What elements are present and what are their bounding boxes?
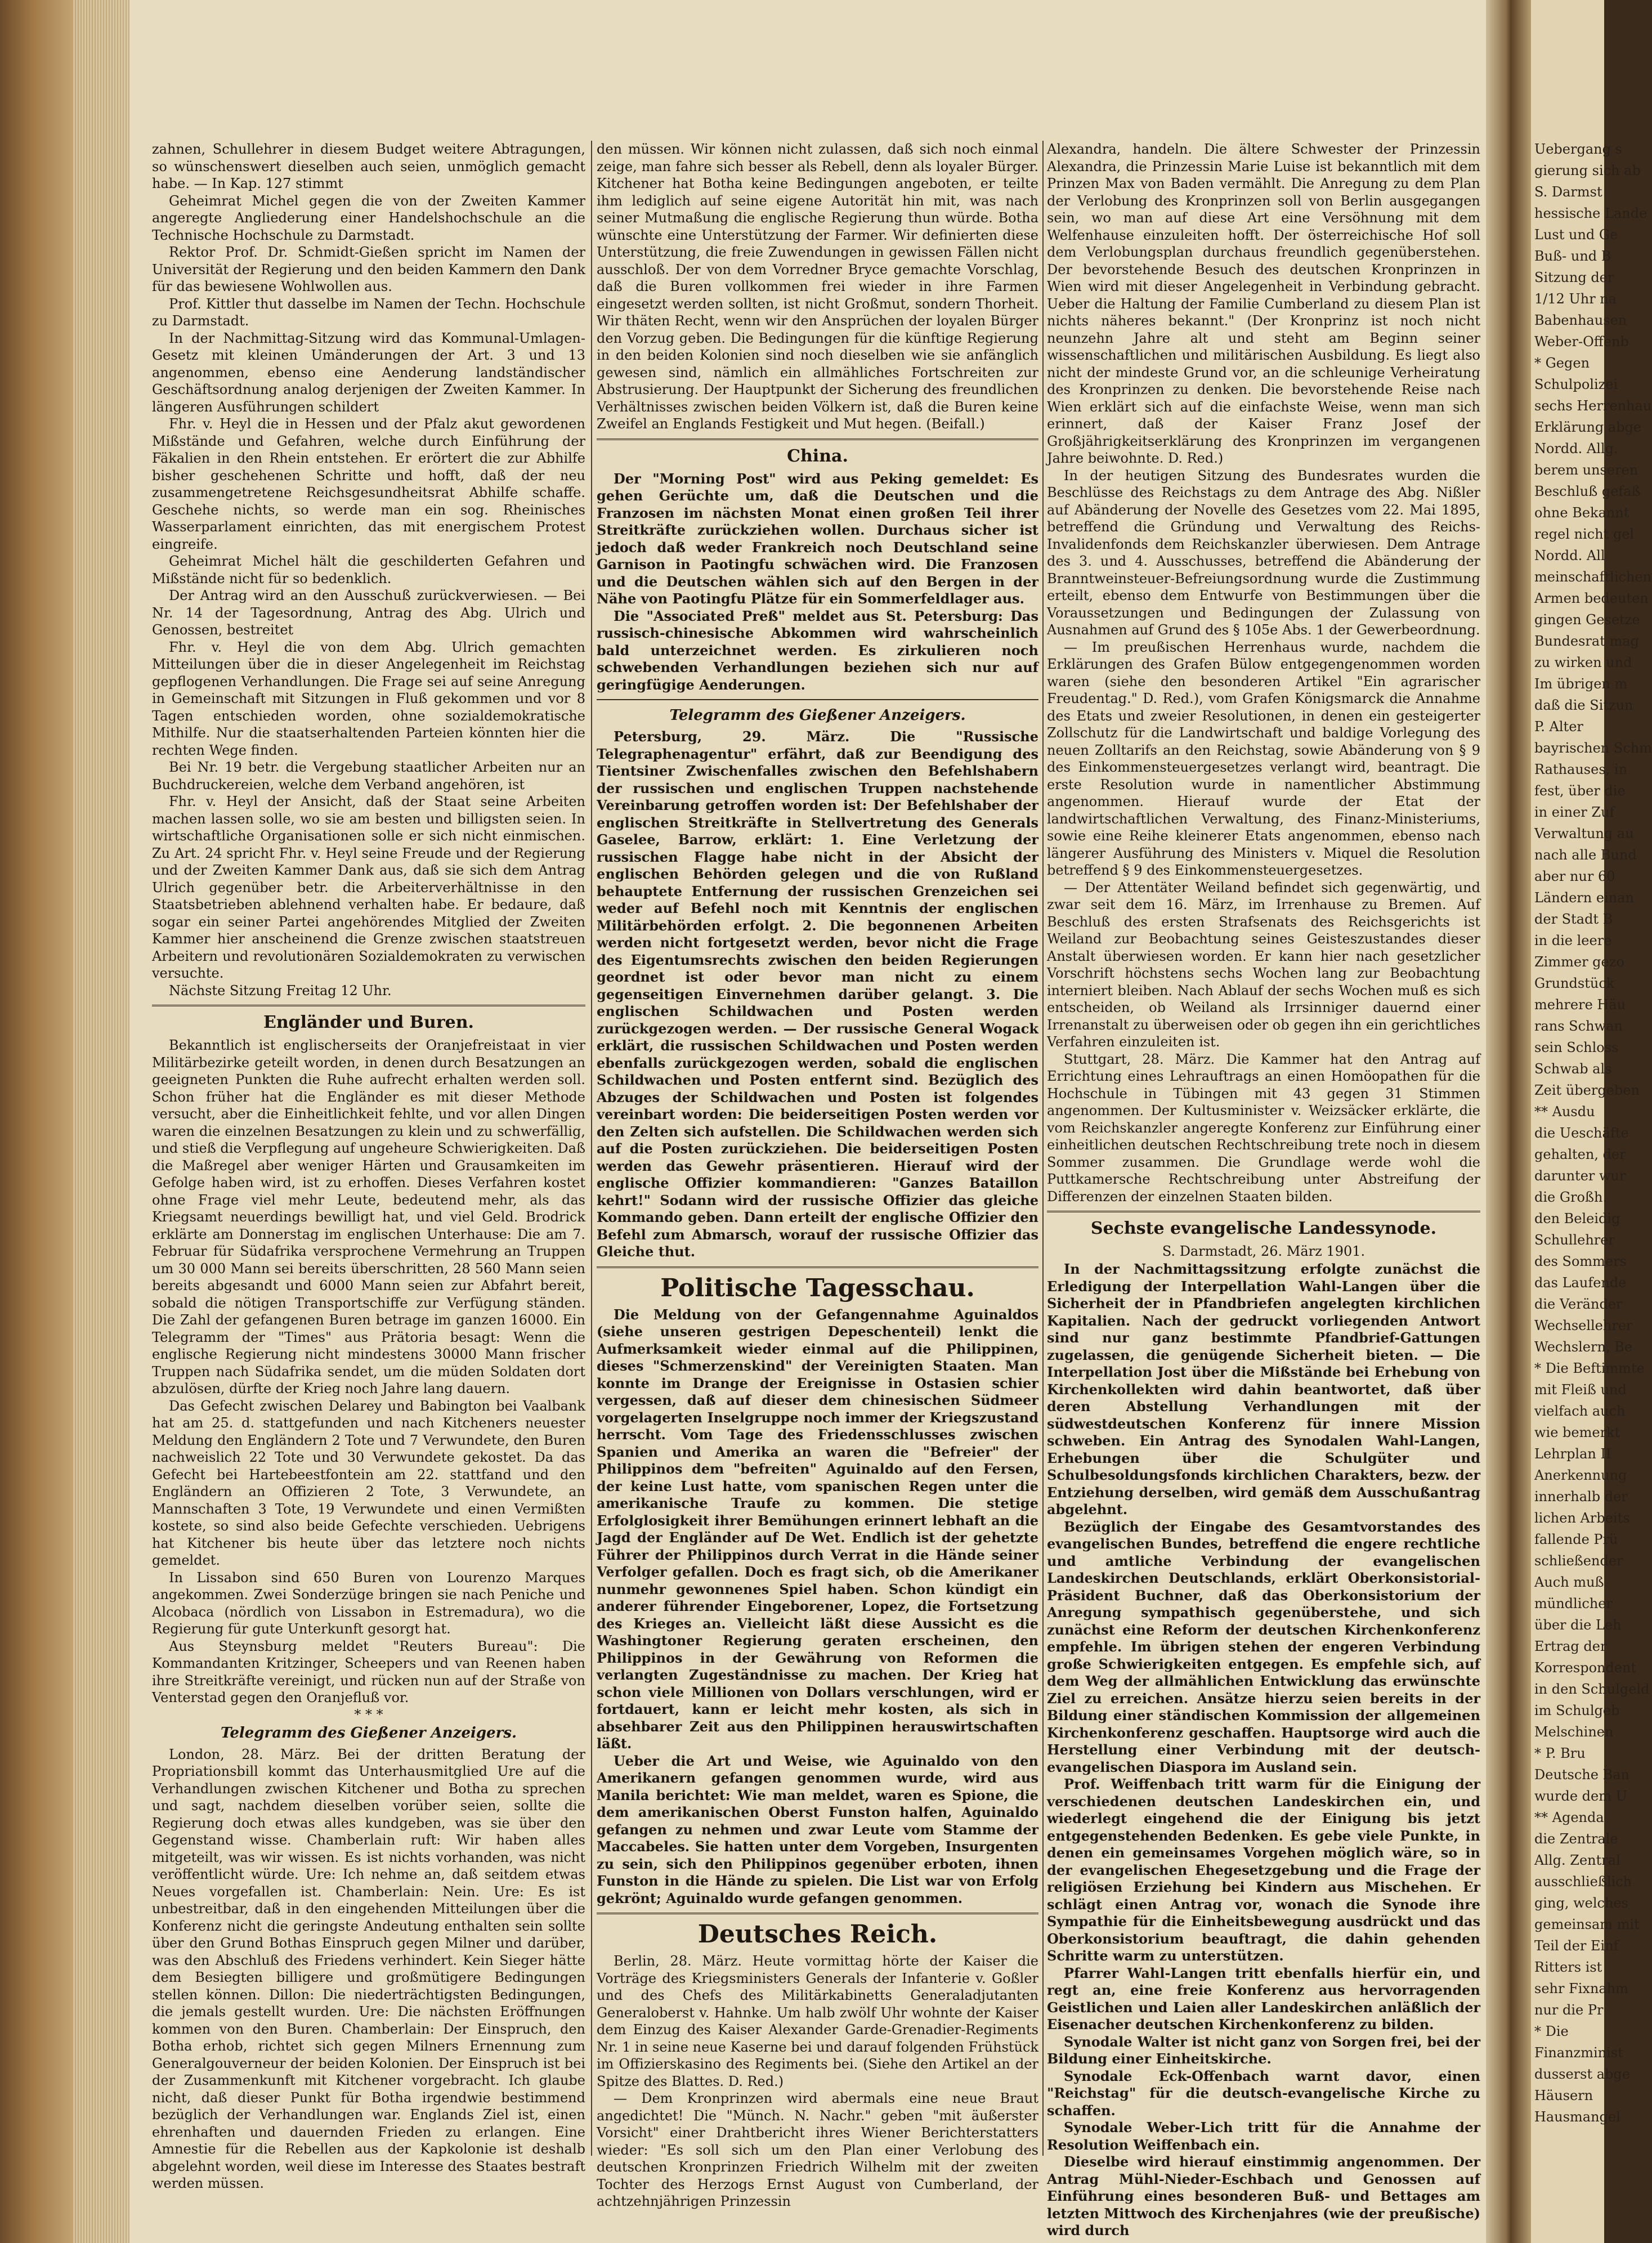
facing-page-line: Lust und Ge xyxy=(1534,227,1618,243)
facing-page-line: fallende Prü xyxy=(1534,1532,1618,1547)
section-rule xyxy=(597,1266,1038,1268)
facing-page-line: Uebergang s xyxy=(1534,141,1622,157)
facing-page-line: Zimmer gezo xyxy=(1534,954,1624,970)
facing-page-line: Weber-Offenb xyxy=(1534,334,1629,350)
paragraph: In der heutigen Sitzung des Bundesrates wurden die Beschlüsse des Reichstags zu dem Antrage des Abg. Nißler auf Abänderung der Novelle des Gesetzes vom 22. Mai 1895, betreffend die Gründung und Verwaltung des Reichs-Invalidenfonds dem Reichskanzler überwiesen. Dem Antrage des 3. und 4. Ausschusses, betreffend die Abänderung der Branntweinsteuer-Befreiungsordnung wurde die Zustimmung erteilt, ebenso dem Entwurfe von Bestimmungen über die Voraussetzungen und Bedingungen der Zulassung von Ausnahmen auf Grund des § 105e Abs. 1 der Gewerbeordnung. xyxy=(1047,467,1480,638)
facing-page-line: Bundesrat mag xyxy=(1534,633,1639,649)
paragraph: zahnen, Schullehrer in diesem Budget weitere Abtragungen, so wünschenswert dieselben auch seien, unmöglich gemacht habe. — In Kap. 127 stimmt xyxy=(152,141,585,191)
paragraph: Petersburg, 29. März. Die "Russische Telegraphenagentur" erfährt, daß zur Beendigung des Tientsiner Zwischenfalles zwischen den Befehlshabern der russischen und englischen Truppen nachstehende Vereinbarung getroffen worden ist: Der Befehlshaber der englischen Streitkräfte in Stellvertretung des Generals Gaselee, Barrow, erklärt: 1. Eine Verletzung der russischen Flagge habe nicht in der Absicht der englischen Behörden gelegen und die von Rußland behauptete Entfernung der russischen Grenzeichen sei weder auf Befehl noch mit Kenntnis der englischen Militärbehörden erfolgt. 2. Die begonnenen Arbeiten werden nicht fortgesetzt werden, bevor nicht die Frage des Eigentumsrechts zwischen den beiden Regierungen geordnet ist oder bevor man nicht zu einem gegenseitigen Einvernehmen darüber gelangt. 3. Die englischen Schildwachen und Posten werden zurückgezogen werden. — Der russische General Wogack erklärt, die russischen Schildwachen und Posten werden ebenfalls zurückgezogen werden, sobald die englischen Schildwachen und Posten entfernt sind. Bezüglich des Abzuges der Schildwachen und Posten ist folgendes vereinbart worden: Die beiderseitigen Posten werden vor den Zelten sich aufstellen. Die Schildwachen werden sich auf die Posten zurückziehen. Die beiderseitigen Posten werden das Gewehr präsentieren. Hierauf wird der englische Offizier kommandieren: "Ganzes Bataillon kehrt!" Sodann wird der russische Offizier das gleiche Kommando geben. Dann erteilt der englische Offizier den Befehl zum Abmarsch, worauf der russische Offizier das Gleiche thut. xyxy=(597,728,1038,1260)
paragraph: Rektor Prof. Dr. Schmidt-Gießen spricht im Namen der Universität der Regierung und den beiden Kammern den Dank für das bewiesene Wohlwollen aus. xyxy=(152,244,585,294)
facing-page-line: sechs Herrenhau xyxy=(1534,398,1652,414)
facing-page-line: Im übrigen m xyxy=(1534,676,1628,692)
section-heading: Deutsches Reich. xyxy=(697,1920,938,1949)
facing-page-line: ohne Bekannt xyxy=(1534,505,1629,521)
facing-page-line: des Sommers xyxy=(1534,1253,1627,1269)
facing-page-line: Sitzung der xyxy=(1534,270,1614,285)
facing-page-line: meinschaftlichen xyxy=(1534,569,1652,585)
paragraph: Fhr. v. Heyl die in Hessen und der Pfalz akut gewordenen Mißstände und Gefahren, welche durch Einführung der Fäkalien in den Rhein entstehen. Er erörtert die zur Abhilfe bisher geschehenen Schritte und hofft, daß der neu zusammengetretene Reichsgesundheitsrat Abhilfe schaffe. Geschehe nichts, so werde man ein sog. Rheinisches Wasserparlament einrichten, das mit energischem Protest eingreife. xyxy=(152,416,585,552)
facing-page-line: P. Alter xyxy=(1534,719,1583,735)
facing-page-line: S. Darmst xyxy=(1534,184,1602,200)
paragraph: Alexandra, handeln. Die ältere Schwester der Prinzessin Alexandra, die Prinzessin Marie Luise ist bekanntlich mit dem Prinzen Max von Baden vermählt. Die Anregung zu dem Plan der Verlobung des Kronprinzen soll von Berlin ausgegangen sein, wo man auf diese Art eine Versöhnung mit dem Welfenhause einzuleiten hofft. Der österreichische Hof soll dem Verlobungsplan durchaus freundlich gegenüberstehen. Der bevorstehende Besuch des deutschen Kronprinzen in Wien wird mit dieser Angelegenheit in Verbindung gebracht. Ueber die Haltung der Familie Cumberland zu diesem Plan ist nichts näheres bekannt." (Der Kronprinz ist noch nicht neunzehn Jahre alt und steht am Beginn seiner wissenschaftlichen und militärischen Ausbildung. Es liegt also nicht der mindeste Grund vor, an die schleunige Verheiratung des Kronprinzen zu denken. Die bevorstehende Reise nach Wien erklärt sich auf die einfachste Weise, wenn man sich erinnert, daß der Kaiser Franz Josef der Großjährigkeitserklärung des Kronprinzen im vergangenen Jahre beiwohnte. D. Red.) xyxy=(1047,141,1480,466)
facing-page-line: über die Leh xyxy=(1534,1617,1622,1633)
facing-page-line: schließender xyxy=(1534,1553,1623,1569)
facing-page-line: Deutsche Ban xyxy=(1534,1767,1629,1783)
facing-page-line: den Beleidig xyxy=(1534,1211,1620,1226)
facing-page-line: Erklärung abge xyxy=(1534,419,1642,435)
column-divider xyxy=(591,141,592,2156)
facing-page-line: die Großh. xyxy=(1534,1189,1608,1205)
facing-page-line: Häusern xyxy=(1534,2088,1593,2103)
paragraph: Berlin, 28. März. Heute vormittag hörte der Kaiser die Vorträge des Kriegsministers Generals der Infanterie v. Goßler und des Chefs des Militärkabinetts Generaladjutanten Generaloberst v. Hahnke. Um halb zwölf Uhr wohnte der Kaiser dem Einzug des Kaiser Alexander Garde-Grenadier-Regiments Nr. 1 in seine neue Kaserne bei und darauf folgenden Frühstück im Offizierskasino des Regiments bei. (Siehe den Artikel an der Spitze des Blattes. D. Red.) xyxy=(597,1953,1038,2089)
paragraph: Das Gefecht zwischen Delarey und Babington bei Vaalbank hat am 25. d. stattgefunden und nach Kitcheners neuester Meldung den Engländern 2 Tote und 7 Verwundete, den Buren nachweislich 22 Tote und 30 Verwundete gekostet. Da das Gefecht bei Hartebeestfontein am 22. stattfand und den Engländern an Offizieren 2 Tote, 3 Verwundete, an Mannschaften 3 Tote, 19 Verwundete und einen Vermißten kostete, so sind also beide Gefechte verschieden. Uebrigens hat Kitchener bis heute über das letztere noch nichts gemeldet. xyxy=(152,1398,585,1568)
section-rule xyxy=(152,1005,585,1006)
facing-page-line: ausschließlich xyxy=(1534,1874,1632,1890)
facing-page-line: Grundstück xyxy=(1534,975,1615,991)
facing-page-line: berem unseren xyxy=(1534,462,1638,478)
facing-page-line: nur die Pr xyxy=(1534,2002,1604,2018)
paragraph: Prof. Kittler thut dasselbe im Namen der Techn. Hochschule zu Darmstadt. xyxy=(152,296,585,329)
paragraph: In der Nachmittag-Sitzung wird das Kommunal-Umlagen-Gesetz mit kleinen Umänderungen der Art. 3 und 13 angenommen, ebenso eine Aenderung landständischer Geschäftsordnung analog derjenigen der Zweiten Kammer. In längeren Ausführungen schildert xyxy=(152,330,585,415)
paragraph: Synodale Walter ist nicht ganz von Sorgen frei, bei der Bildung einer Einheitskirche. xyxy=(1047,2033,1480,2067)
facing-page-line: zu wirken und xyxy=(1534,655,1632,670)
facing-page-line: * Die xyxy=(1534,2023,1569,2039)
facing-page-line: * Gegen xyxy=(1534,355,1590,371)
facing-page-line: in die leere xyxy=(1534,933,1612,948)
column-1 xyxy=(152,141,585,2191)
paragraph: Aus Steynsburg meldet "Reuters Bureau": Die Kommandanten Kritzinger, Scheepers und van Reenen haben ihre Streitkräfte vereinigt, und rücken nun auf der Straße von Venterstad gegen den Oranjefluß vor. xyxy=(152,1638,585,1705)
facing-page-line: Finanzminist xyxy=(1534,2045,1623,2061)
section-heading: Telegramm des Gießener Anzeigers. xyxy=(220,1724,517,1741)
column-3 xyxy=(1047,141,1480,2238)
facing-page-line: im Schulgeb xyxy=(1534,1703,1620,1718)
facing-page-line: Verwaltung au xyxy=(1534,826,1634,841)
paragraph: Der "Morning Post" wird aus Peking gemeldet: Es gehen Gerüchte um, daß die Deutschen und die Franzosen im nächsten Monat einen großen Teil ihrer Streitkräfte zurückziehen wollen. Durchaus sicher ist jedoch daß weder Frankreich noch Deutschland seine Garnison in Paotingfu schwächen wird. Die Franzosen und die Deutschen wählen sich auf den Bergen in der Nähe von Paotingfu Plätze für ein Sommerfeldlager aus. xyxy=(597,470,1038,607)
facing-page-line: mündlicher xyxy=(1534,1596,1613,1611)
facing-page-line: mehrere Häu xyxy=(1534,997,1626,1013)
paragraph: Prof. Weiffenbach tritt warm für die Einigung der verschiedenen deutschen Landeskirchen ein, und wiederlegt eingehend die der Einigung bis jetzt entgegenstehenden Bedenken. Es gebe viele Punkte, in denen ein gemeinsames Vorgehen möglich wäre, so in der evangelischen Ehegesetzgebung und die Frage der religiösen Erziehung bei Kindern aus Mischehen. Er schlägt einen Antrag vor, wonach die Synode ihre Sympathie für die Einheitsbewegung ausdrückt und das Oberkonsistorium beauftragt, die dahin gehenden Schritte warm zu unterstützen. xyxy=(1047,1776,1480,1964)
facing-page-line: Melschinen xyxy=(1534,1724,1614,1740)
paragraph: Die "Associated Preß" meldet aus St. Petersburg: Das russisch-chinesische Abkommen wird wahrscheinlich bald unterzeichnet werden. Es zirkulieren noch schwebenden Verhandlungen beziehen sich nur auf geringfügige Aenderungen. xyxy=(597,607,1038,693)
paragraph: Der Antrag wird an den Ausschuß zurückverwiesen. — Bei Nr. 14 der Tagesordnung, Antrag des Abg. Ulrich und Genossen, bestreitet xyxy=(152,588,585,638)
paragraph: Dieselbe wird hierauf einstimmig angenommen. Der Antrag Mühl-Nieder-Eschbach und Genossen auf Einführung eines besonderen Buß- und Bettages am letzten Mittwoch des Kirchenjahres (wie der preußische) wird durch xyxy=(1047,2154,1480,2238)
section-heading: Sechste evangelische Landessynode. xyxy=(1090,1219,1437,1238)
facing-page-line: sehr Fixnahm xyxy=(1534,1981,1628,1996)
paragraph: Bei Nr. 19 betr. die Vergebung staatlicher Arbeiten nur an Buchdruckereien, welche dem Verband angehören, ist xyxy=(152,759,585,793)
facing-page-line: wurde dem U xyxy=(1534,1788,1627,1804)
facing-page-line: Teil der Einf xyxy=(1534,1938,1619,1954)
paragraph: In der Nachmittagssitzung erfolgte zunächst die Erledigung der Interpellation Wahl-Langen über die Sicherheit der in Pfandbriefen angelegten kirchlichen Kapitalien. Nach der gedruckt vorliegenden Antwort sind nur ganz bestimmte Pfandbrief-Gattungen zugelassen, die genügende Sicherheit bieten. — Die Interpellation Jost über die Mißstände bei Erhebung von Kirchenkollekten wird dahin beantwortet, daß über deren Abstellung Verhandlungen mit der südwestdeutschen Konferenz für innere Mission schweben. Ein Antrag des Synodalen Wahl-Langen, Erhebungen über die Schulgüter und Schulbesoldungsfonds kirchlichen Charakters, bezw. der Entziehung derselben, wird gemäß dem Ausschußantrag abgelehnt. xyxy=(1047,1261,1480,1517)
section-rule xyxy=(597,699,1038,700)
paragraph: Fhr. v. Heyl der Ansicht, daß der Staat seine Arbeiten machen lassen solle, wo sie am besten und billigsten seien. In wirtschaftliche Organisationen solle er sich nicht einmischen. Zu Art. 24 spricht Fhr. v. Heyl seine Freude und der Regierung und der Zweiten Kammer Dank aus, daß sie sich dem Antrag Ulrich gegenüber betr. die Arbeiterverhältnisse in den Staatsbetrieben ablehnend verhalten habe. Er bedaure, daß sogar ein seiner Partei angehörendes Mitglied der Zweiten Kammer hier anscheinend die Grenze zwischen staatstreuen Arbeitern und revolutionären Sozialdemokraten zu verwischen versuchte. xyxy=(152,794,585,981)
paragraph: Fhr. v. Heyl die von dem Abg. Ulrich gemachten Mitteilungen über die in dieser Angelegenheit im Reichstag gepflogenen Verhandlungen. Die Frage sei auf seine Anregung in Gemeinschaft mit Sitzungen in Fluß gekommen und vor 8 Tagen entschieden worden, ohne sozialdemokratische Mithilfe. Nur die staatserhaltenden Parteien könnten hier die rechten Wege finden. xyxy=(152,639,585,758)
facing-page-line: Schullehrer xyxy=(1534,1232,1615,1248)
facing-page-line: dusserst abge xyxy=(1534,2066,1630,2082)
facing-page-line: gingen Gesetze xyxy=(1534,612,1640,628)
facing-page-line: die Veränder xyxy=(1534,1296,1623,1312)
facing-page-line: * P. Bru xyxy=(1534,1745,1586,1761)
paragraph: Geheimrat Michel gegen die von der Zweiten Kammer angeregte Angliederung einer Handelshochschule an die Technische Hochschule zu Darmstadt. xyxy=(152,192,585,243)
facing-page-line: aber nur 60 xyxy=(1534,868,1615,884)
paragraph: London, 28. März. Bei der dritten Beratung der Propriationsbill kommt das Unterhausmitglied Ure auf die Verhandlungen zwischen Kitchener und Botha zu sprechen und sagt, nachdem dieselben vorüber seien, sollte die Regierung doch etwas alles kundgeben, was sie über den Gegenstand wisse. Chamberlain ruft: Wir haben alles mitgeteilt, was wir wissen. Es ist nichts vorhanden, was nicht veröffentlicht würde. Ure: Ich nehme an, daß seitdem etwas Neues vorgefallen ist. Chamberlain: Nein. Ure: Es ist unbestreitbar, daß in den eingehenden Mitteilungen über die Konferenz nicht die geringste Andeutung enthalten sein sollte über den Grund Bothas Einspruch gegen Milner und darüber, was den Abschluß des Friedens verhindert. Kein Sieger hätte dem Besiegten billigere und großmütigere Bedingungen stellen können. Dillon: Die niederträchtigsten Bedingungen, die jemals gestellt wurden. Ure: Die nächsten Eröffnungen kommen von den Buren. Chamberlain: Der Einspruch, den Botha erhob, richtet sich gegen Milners Ernennung zum Generalgouverneur der beiden Kolonien. Der Einspruch ist bei der Zusammenkunft mit Kitchener vorgebracht. Ich glaube nicht, daß dieser Punkt für Botha irgendwie bestimmend bezüglich der Verhandlungen war. Englands Ziel ist, einen ehrenhaften und dauernden Frieden zu erlangen. Eine Amnestie für die Rebellen aus der Kapkolonie ist deshalb abgelehnt worden, weil diese im Interesse des Staates bestraft werden müssen. xyxy=(152,1746,585,2191)
paragraph: Stuttgart, 28. März. Die Kammer hat den Antrag auf Errichtung eines Lehrauftrags an einen Homöopathen für die Hochschule in Tübingen mit 43 gegen 31 Stimmen angenommen. Der Kultusminister v. Weizsäcker erklärte, die vom Reichskanzler angeregte Konferenz zur Einführung einer einheitlichen deutschen Rechtschreibung trete noch in diesem Sommer zusammen. Die Grundlage werde wohl die Puttkamersche Rechtschreibung unter Abstreifung der Differenzen der einzelnen Staaten bilden. xyxy=(1047,1051,1480,1205)
paragraph: — Dem Kronprinzen wird abermals eine neue Braut angedichtet! Die "Münch. N. Nachr." geben "mit äußerster Vorsicht" einer Drahtbericht ihres Wiener Berichterstatters wieder: "Es soll sich um den Plan einer Verlobung des deutschen Kronprinzen Friedrich Wilhelm mit der zweiten Tochter des Herzogs Ernst August von Cumberland, der achtzehnjährigen Prinzessin xyxy=(597,2090,1038,2209)
facing-page-line: Ländern einan xyxy=(1534,890,1634,906)
facing-page-line: wie bemerkt xyxy=(1534,1425,1620,1440)
facing-page-line: in den Schulgeld xyxy=(1534,1681,1650,1697)
paragraph: In Lissabon sind 650 Buren von Lourenzo Marques angekommen. Zwei Sonderzüge bringen sie nach Peniche und Alcobaca (nördlich von Lissabon in Estremadura), wo die Regierung für gute Unterkunft gesorgt hat. xyxy=(152,1569,585,1637)
paragraph: Geheimrat Michel hält die geschilderten Gefahren und Mißstände nicht für so bedenklich. xyxy=(152,553,585,587)
facing-page-line: Ritters ist xyxy=(1534,1959,1602,1975)
facing-page-line: daß die Sitzun xyxy=(1534,697,1633,713)
column-divider xyxy=(1042,141,1044,2156)
facing-page-line: gierung sich ab xyxy=(1534,163,1641,178)
facing-page-line: hessische Lande xyxy=(1534,205,1647,221)
paragraph: Pfarrer Wahl-Langen tritt ebenfalls hierfür ein, und regt an, eine freie Konferenz aus hervorragenden Geistlichen und Laien aller Landeskirchen anläßlich der Eisenacher deutschen Kirchenkonferenz zu bilden. xyxy=(1047,1964,1480,2032)
paragraph: Die Meldung von der Gefangennahme Aguinaldos (siehe unseren gestrigen Depeschenteil) lenkt die Aufmerksamkeit wieder einmal auf die Philippinen, dieses "Schmerzenskind" der Vereinigten Staaten. Man konnte im Drange der Ereignisse in Ostasien schier vergessen, daß auf dieser dem chinesischen Südmeer vorgelagerten Inselgruppe noch immer der Kriegszustand herrscht. Vom Tage des Friedensschlusses zwischen Spanien und Amerika an waren die "Befreier" der Philippinos dem "befreiten" Aguinaldo auf den Fersen, der keine Lust hatte, vom spanischen Regen unter die amerikanische Traufe zu kommen. Die stetige Erfolglosigkeit ihrer Bemühungen erinnert lebhaft an die Jagd der Engländer auf De Wet. Endlich ist der gehetzte Führer der Philippinos durch Verrat in die Hände seiner Verfolger gefallen. Doch es fragt sich, ob die Amerikaner nunmehr gewonnenes Spiel haben. Schon kündigt ein anderer führender Eingeborener, Lopez, die Fortsetzung des Krieges an. Vielleicht läßt diese Aussicht es die Washingtoner Regierung geraten erscheinen, den Philippinos in der Gewährung von Reformen die verlangten Zugeständnisse zu machen. Der Krieg hat schon viele Millionen von Dollars verschlungen, wird er fortdauert, kann er leicht mehr kosten, als sich in absehbarer Zeit aus den Philippinen herauswirtschaften läßt. xyxy=(597,1306,1038,1752)
facing-page-line: mit Fleiß und xyxy=(1534,1382,1627,1398)
facing-page-line: Schwab als xyxy=(1534,1061,1612,1077)
facing-page-line: fest, über die xyxy=(1534,783,1626,799)
section-rule xyxy=(597,438,1038,440)
facing-page-line: lichen Arbeits xyxy=(1534,1510,1630,1526)
section-rule xyxy=(597,1913,1038,1914)
paragraph: Bekanntlich ist englischerseits der Oranjefreistaat in vier Militärbezirke geteilt worden, in denen durch Besatzungen an geeigneten Punkten die Ruhe aufrecht erhalten werden soll. Schon früher hat die Engländer es mit dieser Methode versucht, aber die Einheitlichkeit fehlte, und vor allen Dingen waren die einzelnen Besatzungen zu klein und zu schwerfällig, und stieß die Verpflegung auf ungeheure Schwierigkeiten. Daß die Maßregel aber weniger Härten und Grausamkeiten im Gefolge haben wird, ist zu erhoffen. Dieses Verfahren kostet ohne Frage viel mehr Leute, bedeutend mehr, als das Kriegsamt neuerdings bewilligt hat, und viel Geld. Brodrick erklärte am Donnerstag im englischen Unterhause: Die am 7. Februar für Südafrika versprochene Vermehrung an Truppen um 30 000 Mann sei bereits überschritten, 28 560 Mann seien bereits abgesandt und 6000 Mann seien zur Abfahrt bereit, sobald die nötigen Transportschiffe zur Verfügung ständen. Die Zahl der gefangenen Buren betrage im ganzen 16000. Ein Telegramm der "Times" aus Prätoria besagt: Wenn die englische Regierung nicht mindestens 30000 Mann frischer Truppen nach Südafrika sendet, um die müden Soldaten dort abzulösen, dürfte der Krieg noch Jahre lang dauern. xyxy=(152,1037,585,1396)
paragraph: — Der Attentäter Weiland befindet sich gegenwärtig, und zwar seit dem 16. März, im Irrenhause zu Bremen. Auf Beschluß des ersten Strafsenats des Reichsgerichts ist Weiland zur Beobachtung seines Geisteszustandes dieser Anstalt überwiesen worden. Er kann hier nach gesetzlicher Vorschrift höchstens sechs Wochen lang zur Beobachtung interniert bleiben. Nach Ablauf der sechs Wochen muß es sich entscheiden, ob Weiland als Irrsinniger dauernd einer Irrenanstalt zu überweisen oder ob gegen ihn ein gerichtliches Verfahren einzuleiten ist. xyxy=(1047,879,1480,1050)
facing-page-line: Beschluß gefaß xyxy=(1534,483,1641,499)
facing-page-line: in einer Zuf xyxy=(1534,804,1615,820)
facing-page-line: Rathauses, in xyxy=(1534,762,1628,777)
paragraph: Synodale Eck-Offenbach warnt davor, einen "Reichstag" für die deutsch-evangelische Kirche zu schaffen. xyxy=(1047,2067,1480,2119)
facing-page-line: * Die Beftimmte xyxy=(1534,1360,1645,1376)
paragraph: Ueber die Art und Weise, wie Aguinaldo von den Amerikanern gefangen genommen wurde, wird aus Manila berichtet: Wie man meldet, waren es Spione, die dem amerikanischen Oberst Funston halfen, Aguinaldo gefangen zu nehmen und zwar Leute vom Stamme der Maccabeles. Sie hatten unter dem Vorgeben, Insurgenten zu sein, sich den Philippinos gegenüber erboten, ihnen Funston in die Hände zu spielen. Die List war von Erfolg gekrönt; Aguinaldo wurde gefangen genommen. xyxy=(597,1752,1038,1906)
paragraph: Synodale Weber-Lich tritt für die Annahme der Resolution Weiffenbach ein. xyxy=(1047,2119,1480,2153)
facing-page-line: ** Agenda xyxy=(1534,1810,1604,1825)
paragraph: Bezüglich der Eingabe des Gesamtvorstandes des evangelischen Bundes, betreffend die engere rechtliche und amtliche Verbindung der evangelischen Landeskirchen Deutschlands, erklärt Oberkonsistorial-Präsident Buchner, daß das Oberkonsistorium der Anregung sympathisch gegenüberstehe, und sich zunächst eine Reform der deutschen Kirchenkonferenz empfehle. Im übrigen stehen der engeren Verbindung große Schwierigkeiten entgegen. Es empfehle sich, auf dem Weg der allmählichen Entwicklung das erwünschte Ziel zu erreichen. Ansätze hierzu seien bereits in der Bildung einer ständischen Kommission der allgemeinen Kirchenkonferenz geschaffen. Hauptsorge wird auch die Herstellung einer Verbindung mit der deutsch-evangelischen Diaspora im Ausland sein. xyxy=(1047,1518,1480,1775)
facing-page-line: nach alle Bund xyxy=(1534,847,1637,863)
binding-gutter xyxy=(1486,0,1531,2243)
facing-page-line: Korrespondent xyxy=(1534,1660,1637,1676)
facing-page-line: gemeinsam mit xyxy=(1534,1917,1640,1932)
facing-page-line: vielfach auch xyxy=(1534,1403,1626,1419)
section-heading: Politische Tagesschau. xyxy=(660,1273,975,1302)
facing-page-line: gehalten, der xyxy=(1534,1147,1626,1162)
section-heading: Engländer und Buren. xyxy=(263,1013,474,1032)
facing-page-line: das Laufende xyxy=(1534,1275,1627,1291)
facing-page-line: Zeit übergeben xyxy=(1534,1082,1640,1098)
facing-page-line: Nordd. All xyxy=(1534,548,1605,563)
facing-page-line: sein Schloss xyxy=(1534,1040,1619,1055)
facing-page-line: rans Schwan xyxy=(1534,1018,1623,1034)
facing-page-line: die Zentrale xyxy=(1534,1831,1618,1847)
facing-page-line: Babenhausen xyxy=(1534,312,1627,328)
facing-page-line: innerhalb der xyxy=(1534,1489,1628,1505)
facing-page-line: Allg. Zentral xyxy=(1534,1852,1620,1868)
facing-page-line: ging, welches xyxy=(1534,1895,1628,1911)
facing-page-line: Schulpolizei xyxy=(1534,377,1618,392)
paragraph: Nächste Sitzung Freitag 12 Uhr. xyxy=(169,982,392,999)
facing-page-line: Anerkennung xyxy=(1534,1467,1627,1483)
section-heading: China. xyxy=(787,446,848,466)
facing-page-line: Hausmangel xyxy=(1534,2109,1620,2125)
facing-page-line: Wechsellehrer xyxy=(1534,1318,1633,1333)
section-rule xyxy=(1047,1211,1480,1212)
facing-page-line: Lehrplan II xyxy=(1534,1446,1611,1462)
stacked-page-edges xyxy=(73,0,129,2243)
column-2 xyxy=(597,141,1038,2209)
facing-page-line: der Stadt B xyxy=(1534,911,1613,927)
facing-page-line: Auch muß xyxy=(1534,1574,1604,1590)
facing-page-line: Ertrag der xyxy=(1534,1638,1607,1654)
paragraph: — Im preußischen Herrenhaus wurde, nachdem die Erklärungen des Grafen Bülow entgegengenommen worden waren (siehe den besonderen Artikel "Ein agrarischer Freudentag." D. Red.), vom Grafen Königsmarck die Annahme des Etats und zweier Resolutionen, in denen ein gesteigerter Zollschutz für die Landwirtschaft und baldige Vorlegung des neuen Zolltarifs an den Reichstag, sowie Abänderung von § 9 des Einkommensteuergesetzes verlangt wird, beantragt. Die erste Resolution wurde in namentlicher Abstimmung angenommen. Hierauf wurde der Etat der landwirtschaftlichen Verwaltung, des Finanz-Ministeriums, sowie eine Reihe kleinerer Etats angenommen, ebenso nach längerer Ausführung des Ministers v. Miquel die Resolution betreffend § 9 des Einkommensteuergesetzes. xyxy=(1047,639,1480,878)
facing-page-line: Nordd. Allg. xyxy=(1534,441,1618,456)
facing-page-line: ** Ausdu xyxy=(1534,1104,1595,1120)
dateline: S. Darmstadt, 26. März 1901. xyxy=(1162,1243,1366,1259)
facing-page-line: regel nicht gel xyxy=(1534,526,1635,542)
facing-page-line: Armen bedeuten xyxy=(1534,590,1649,606)
facing-page-line: Buß- und B xyxy=(1534,248,1611,264)
facing-page-line: darunter wur xyxy=(1534,1168,1626,1184)
section-heading: Telegramm des Gießener Anzeigers. xyxy=(669,707,966,724)
facing-page-line: Wechslern, Be xyxy=(1534,1339,1633,1355)
facing-page-line: 1/12 Uhr na xyxy=(1534,291,1617,307)
paragraph: den müssen. Wir können nicht zulassen, daß sich noch einmal zeige, man fahre sich besser als Rebell, denn als loyaler Bürger. Kitchener hat Botha keine Bedingungen angeboten, er teilte ihm lediglich auf seine eigene Autorität hin mit, was nach seiner Mutmaßung die englische Regierung thun würde. Botha wünschte eine Unterstützung der Farmer. Wir definierten diese Unterstützung, die freie Zuwendungen in gewissen Fällen nicht ausschloß. Der von dem Vorredner Bryce gemachte Vorschlag, daß die Buren vollkommen frei wieder in ihre Farmen eingesetzt werden sollten, ist nicht Großmut, sondern Thorheit. Wir thäten Recht, wenn wir den Ansprüchen der loyalen Bürger den Vorzug geben. Die Bedingungen für die künftige Regierung in den beiden Kolonien sind noch dieselben wie sie anfänglich gewesen sind, nämlich ein allmähliches Fortschreiten zur Abstrusierung. Der Hauptpunkt der Sicherung des freundlichen Verhältnisses zwischen beiden Völkern ist, daß die Buren keine Zweifel an Englands Festigkeit und Mut hegen. (Beifall.) xyxy=(597,141,1038,432)
facing-page-line: die Ueschäfte xyxy=(1534,1125,1629,1141)
facing-page-line: bayrischen Schm xyxy=(1534,740,1652,756)
separator-stars: * * * xyxy=(354,1706,383,1722)
facing-page-fragment xyxy=(1531,0,1652,2243)
